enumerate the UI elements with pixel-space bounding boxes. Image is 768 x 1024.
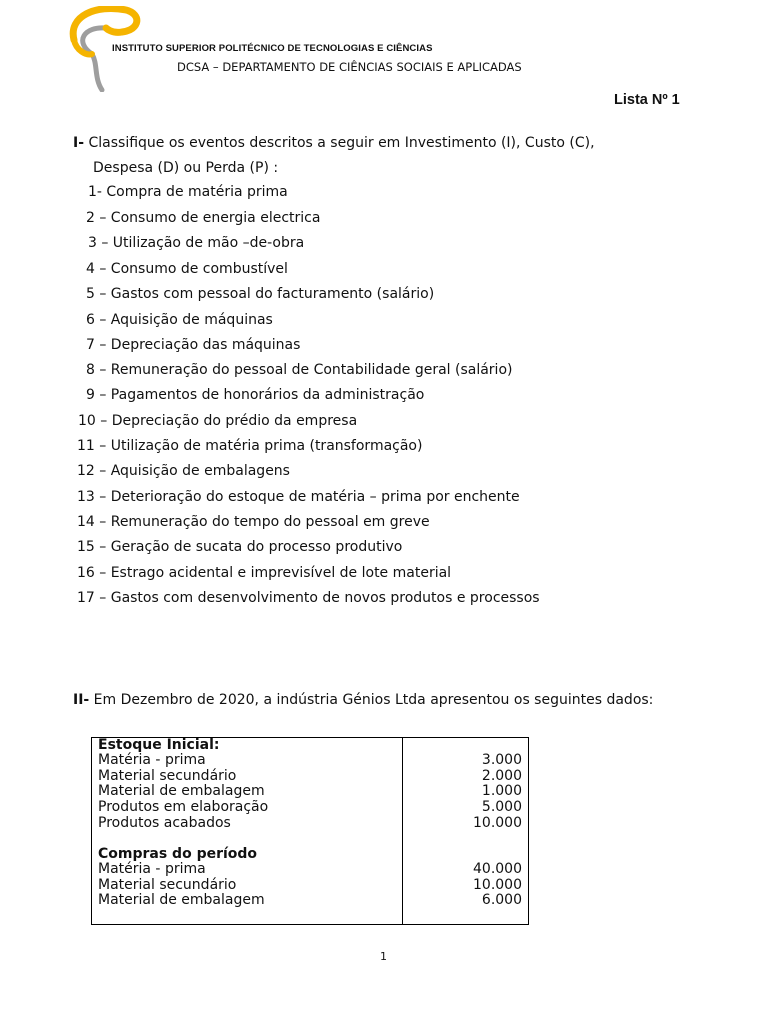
table-row-value: 1.000 bbox=[481, 783, 522, 799]
department-name: DCSA – DEPARTAMENTO DE CIÊNCIAS SOCIAIS E APLICADAS bbox=[177, 60, 522, 74]
table-row-value: 10.000 bbox=[473, 815, 522, 831]
list-item: 14 – Remuneração do tempo do pessoal em greve bbox=[77, 514, 430, 530]
page-number: 1 bbox=[380, 950, 387, 963]
table-row-label: Matéria - prima bbox=[98, 752, 206, 768]
question1-continuation: Despesa (D) ou Perda (P) : bbox=[93, 160, 279, 176]
data-table bbox=[91, 737, 529, 925]
table-row-label: Produtos acabados bbox=[98, 815, 231, 831]
table-row-label: Material de embalagem bbox=[98, 783, 265, 799]
list-item: 7 – Depreciação das máquinas bbox=[86, 337, 301, 353]
list-title: Lista Nº 1 bbox=[614, 92, 680, 108]
list-item: 12 – Aquisição de embalagens bbox=[77, 463, 290, 479]
list-item: 8 – Remuneração do pessoal de Contabilidade geral (salário) bbox=[86, 362, 513, 378]
list-item: 13 – Deterioração do estoque de matéria – prima por enchente bbox=[77, 489, 520, 505]
list-item: 4 – Consumo de combustível bbox=[86, 261, 288, 277]
table-row-value: 3.000 bbox=[481, 752, 522, 768]
list-item: 2 – Consumo de energia electrica bbox=[86, 210, 321, 226]
institution-name: INSTITUTO SUPERIOR POLITÉCNICO DE TECNOLOGIAS E CIÊNCIAS bbox=[112, 43, 433, 54]
question1-heading bbox=[73, 135, 595, 152]
list-item: 15 – Geração de sucata do processo produtivo bbox=[77, 539, 403, 555]
list-item: 10 – Depreciação do prédio da empresa bbox=[78, 413, 358, 429]
list-item: 16 – Estrago acidental e imprevisível de lote material bbox=[77, 565, 452, 581]
table-row-value: 2.000 bbox=[481, 768, 522, 784]
table-row-label: Produtos em elaboração bbox=[98, 799, 269, 815]
table-section-title: Estoque Inicial: bbox=[98, 737, 220, 753]
question1-label: I- bbox=[73, 135, 85, 151]
list-item: 11 – Utilização de matéria prima (transformação) bbox=[77, 438, 423, 454]
list-item: 5 – Gastos com pessoal do facturamento (salário) bbox=[86, 286, 435, 302]
list-item: 3 – Utilização de mão –de-obra bbox=[88, 235, 305, 251]
table-row-label: Material secundário bbox=[98, 768, 237, 784]
list-item: 6 – Aquisição de máquinas bbox=[86, 312, 273, 328]
list-item: 1- Compra de matéria prima bbox=[88, 184, 288, 200]
question2-text: Em Dezembro de 2020, a indústria Génios Ltda apresentou os seguintes dados: bbox=[89, 692, 654, 708]
table-row-value: 10.000 bbox=[473, 877, 522, 893]
table-row-label: Matéria - prima bbox=[98, 861, 206, 877]
question2-heading bbox=[73, 692, 657, 709]
table-section-title: Compras do período bbox=[98, 846, 258, 862]
table-row-label: Material secundário bbox=[98, 877, 237, 893]
question2-label: II- bbox=[73, 692, 90, 708]
table-row-value: 40.000 bbox=[473, 861, 522, 877]
table-row-value: 6.000 bbox=[481, 892, 522, 908]
table-row-value: 5.000 bbox=[481, 799, 522, 815]
table-column-divider bbox=[402, 738, 403, 924]
list-item: 17 – Gastos com desenvolvimento de novos produtos e processos bbox=[77, 590, 540, 606]
question1-text: Classifique os eventos descritos a seguir em Investimento (I), Custo (C), bbox=[84, 135, 595, 151]
table-row-label: Material de embalagem bbox=[98, 892, 265, 908]
list-item: 9 – Pagamentos de honorários da administração bbox=[86, 387, 425, 403]
